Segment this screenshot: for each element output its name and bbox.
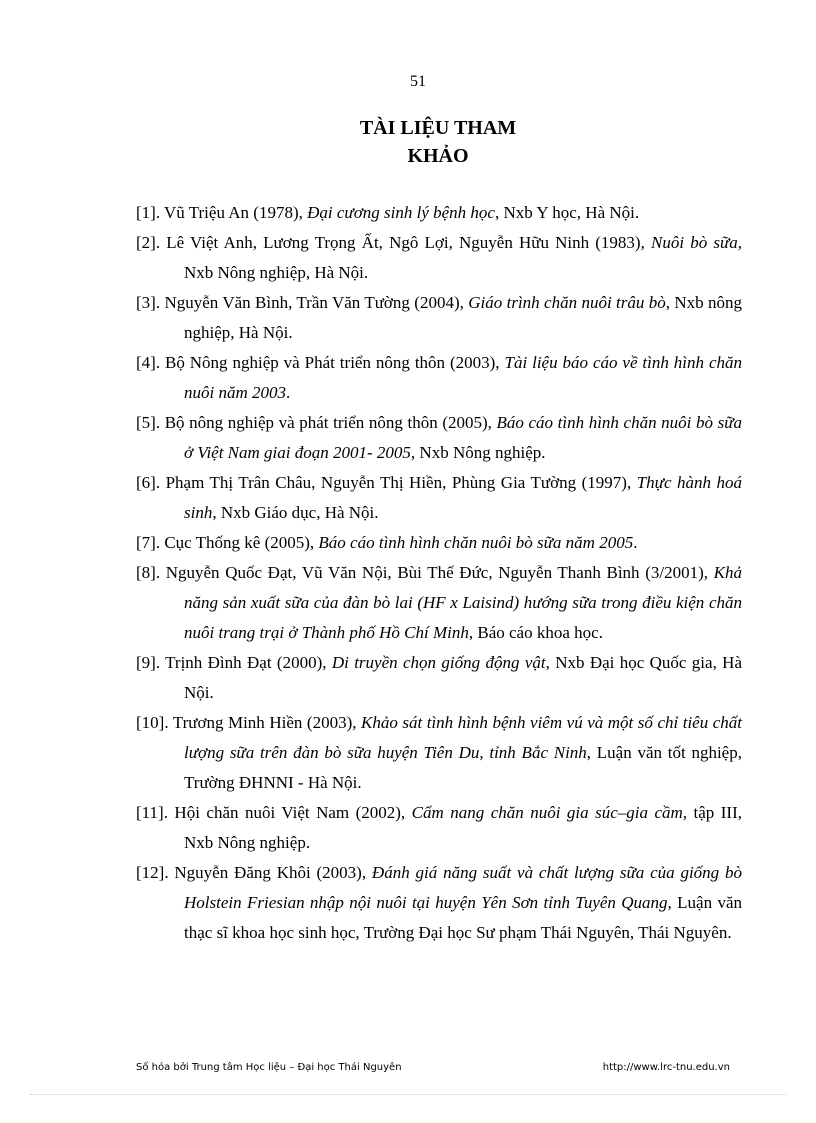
reference-item: [136, 528, 742, 558]
page-title-line-1: TÀI LIỆU THAM: [359, 117, 517, 139]
reference-work-title: Giáo trình chăn nuôi trâu bò: [468, 293, 666, 312]
reference-author: Hội chăn nuôi Việt Nam (2002),: [174, 803, 412, 822]
reference-work-title: Thực hành hoá sinh: [184, 473, 742, 522]
reference-publisher: , Nxb Nông nghiệp.: [410, 443, 546, 462]
page-bottom-divider: [30, 1094, 786, 1095]
reference-item: [136, 288, 742, 348]
reference-item: [136, 558, 742, 648]
footer-source: Số hóa bởi Trung tâm Học liệu – Đại học Thái Nguyên: [136, 1062, 402, 1073]
reference-publisher: , Nxb Đại học Quốc gia, Hà Nội.: [184, 653, 743, 702]
reference-item: [136, 858, 742, 948]
reference-item: [136, 198, 742, 228]
reference-item: [136, 408, 742, 468]
reference-author: Vũ Triệu An (1978),: [164, 203, 308, 222]
reference-work-title: Nuôi bò sữa: [651, 233, 738, 252]
reference-number: [4].: [136, 353, 166, 372]
reference-author: Nguyễn Đăng Khôi (2003),: [174, 863, 372, 882]
reference-item: [136, 708, 742, 798]
reference-number: [12].: [136, 863, 175, 882]
reference-author: Lê Việt Anh, Lương Trọng Ất, Ngô Lợi, Nguyễn Hữu Ninh (1983),: [166, 233, 651, 252]
footer-link[interactable]: http://www.lrc-tnu.edu.vn: [602, 1062, 730, 1073]
reference-work-title: Cẩm nang chăn nuôi gia súc–gia cầm,: [411, 803, 688, 822]
reference-author: Bộ nông nghiệp và phát triển nông thôn (2005),: [164, 413, 497, 432]
reference-work-title: Di truyền chọn giống động vật: [331, 653, 546, 672]
reference-work-title: Tài liệu báo cáo về tình hình chăn nuôi năm 2003: [184, 353, 743, 402]
reference-publisher: , Nxb Y học, Hà Nội.: [494, 203, 640, 222]
reference-author: Cục Thống kê (2005),: [164, 533, 319, 552]
reference-author: Phạm Thị Trân Châu, Nguyễn Thị Hiền, Phùng Gia Tường (1997),: [165, 473, 637, 492]
page-footer: [136, 1062, 730, 1073]
page-title: [0, 114, 816, 170]
reference-publisher: .: [286, 383, 291, 402]
reference-publisher: , Nxb Giáo dục, Hà Nội.: [212, 503, 379, 522]
reference-number: [10].: [136, 713, 173, 732]
reference-item: [136, 648, 742, 708]
reference-number: [6].: [136, 473, 166, 492]
reference-publisher: , Báo cáo khoa học.: [468, 623, 603, 642]
reference-list: [136, 198, 742, 948]
reference-author: Trương Minh Hiền (2003),: [172, 713, 362, 732]
reference-publisher: .: [633, 533, 638, 552]
reference-number: [7].: [136, 533, 165, 552]
reference-author: Nguyễn Quốc Đạt, Vũ Văn Nội, Bùi Thế Đức, Nguyễn Thanh Bình (3/2001),: [165, 563, 714, 582]
page-title-line-2: KHẢO: [407, 145, 469, 167]
reference-work-title: Báo cáo tình hình chăn nuôi bò sữa năm 2005: [318, 533, 634, 552]
reference-work-title: Đánh giá năng suất và chất lượng sữa của giống bò Holstein Friesian nhập nội nuôi tại huyện Yên Sơn tỉnh Tuyên Quang,: [184, 863, 743, 912]
reference-item: [136, 468, 742, 528]
reference-work-title: Đại cương sinh lý bệnh học: [307, 203, 495, 222]
reference-number: [5].: [136, 413, 165, 432]
reference-item: [136, 228, 742, 288]
reference-number: [1].: [136, 203, 165, 222]
reference-publisher: , Luận văn tốt nghiệp, Trường ĐHNNI - Hà Nội.: [184, 743, 742, 792]
reference-publisher: tập III, Nxb Nông nghiệp.: [184, 803, 742, 852]
reference-number: [9].: [136, 653, 166, 672]
reference-author: Trịnh Đình Đạt (2000),: [165, 653, 332, 672]
reference-author: Nguyễn Văn Bình, Trần Văn Tường (2004),: [164, 293, 469, 312]
reference-work-title: Khảo sát tình hình bệnh viêm vú và một số chỉ tiêu chất lượng sữa trên đàn bò sữa huyện Tiên Du, tỉnh Bắc Ninh: [184, 713, 743, 762]
reference-item: [136, 798, 742, 858]
reference-publisher: , Nxb Nông nghiệp, Hà Nội.: [184, 233, 743, 282]
page-number: 51: [410, 73, 426, 90]
reference-publisher: Luận văn thạc sĩ khoa học sinh học, Trường Đại học Sư phạm Thái Nguyên, Thái Nguyên.: [184, 893, 742, 942]
reference-author: Bộ Nông nghiệp và Phát triển nông thôn (2003),: [165, 353, 505, 372]
reference-work-title: Khả năng sản xuất sữa của đàn bò lai (HF x Laisind) hướng sữa trong điều kiện chăn nuôi trang trại ở Thành phố Hồ Chí Minh: [184, 563, 742, 642]
reference-number: [2].: [136, 233, 167, 252]
reference-number: [11].: [136, 803, 175, 822]
reference-number: [3].: [136, 293, 165, 312]
reference-item: [136, 348, 742, 408]
reference-number: [8].: [136, 563, 166, 582]
reference-work-title: Báo cáo tình hình chăn nuôi bò sữa ở Việt Nam giai đoạn 2001- 2005: [184, 413, 743, 462]
reference-publisher: , Nxb nông nghiệp, Hà Nội.: [184, 293, 743, 342]
